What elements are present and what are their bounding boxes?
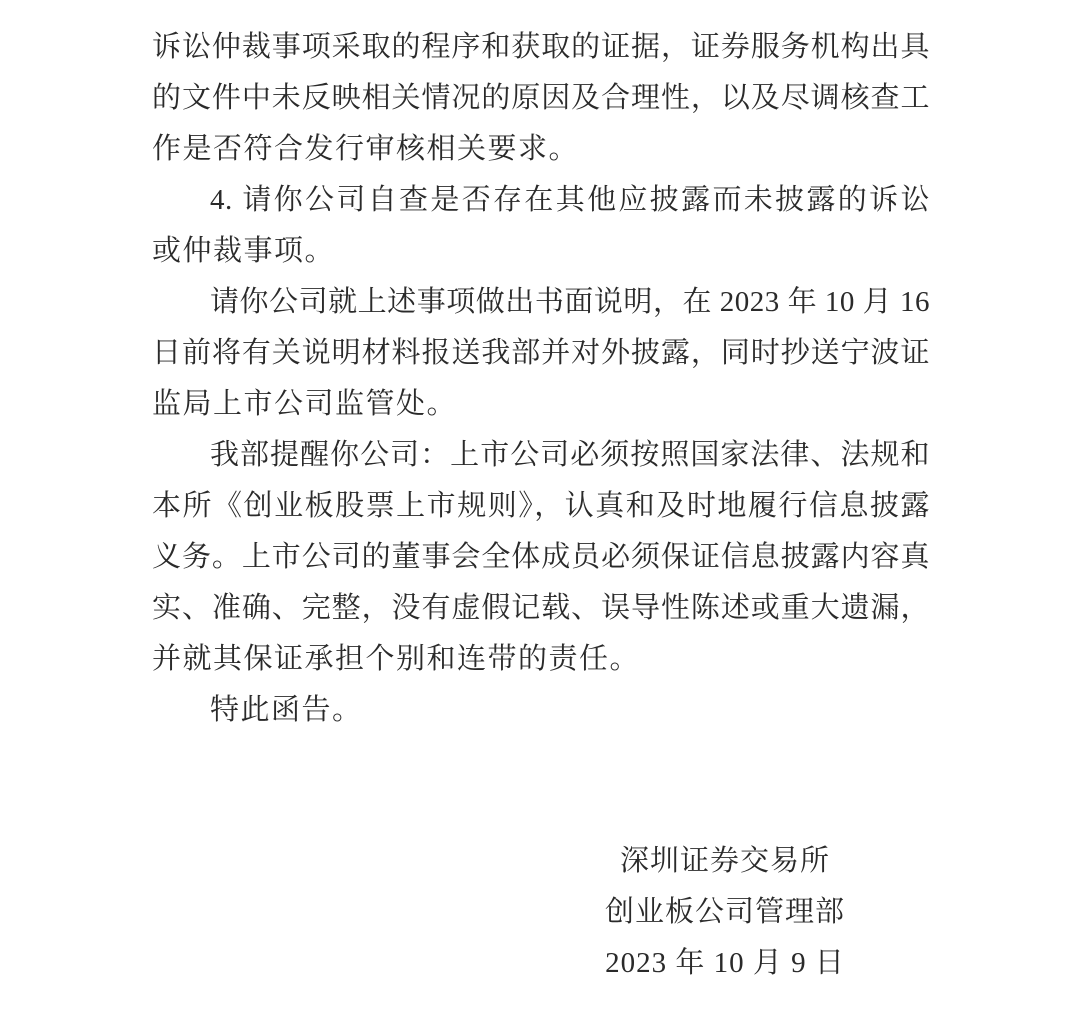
- body-line: 义务。上市公司的董事会全体成员必须保证信息披露内容真: [152, 541, 930, 573]
- body-line: 4. 请你公司自查是否存在其他应披露而未披露的诉讼: [210, 184, 930, 216]
- body-line: 诉讼仲裁事项采取的程序和获取的证据，证券服务机构出具: [152, 31, 930, 63]
- body-line: 我部提醒你公司：上市公司必须按照国家法律、法规和: [210, 439, 930, 471]
- signature-date: 2023 年 10 月 9 日: [605, 947, 845, 979]
- body-line: 或仲裁事项。: [152, 235, 336, 267]
- body-line: 监局上市公司监管处。: [152, 388, 458, 420]
- body-line: 并就其保证承担个别和连带的责任。: [152, 643, 641, 675]
- body-line: 作是否符合发行审核相关要求。: [152, 133, 580, 165]
- signature-organization: 深圳证券交易所: [619, 845, 830, 877]
- body-line: 的文件中未反映相关情况的原因及合理性，以及尽调核查工: [152, 82, 930, 114]
- body-line: 请你公司就上述事项做出书面说明，在 2023 年 10 月 16: [210, 286, 930, 318]
- body-line: 日前将有关说明材料报送我部并对外披露，同时抄送宁波证: [152, 337, 930, 369]
- letter-body: [152, 22, 930, 736]
- body-line: 实、准确、完整，没有虚假记载、误导性陈述或重大遗漏，: [152, 592, 930, 624]
- signature-block: [539, 836, 911, 989]
- body-line: 本所《创业板股票上市规则》，认真和及时地履行信息披露: [152, 490, 930, 522]
- signature-department: 创业板公司管理部: [604, 896, 845, 928]
- body-line-closing: 特此函告。: [210, 694, 363, 726]
